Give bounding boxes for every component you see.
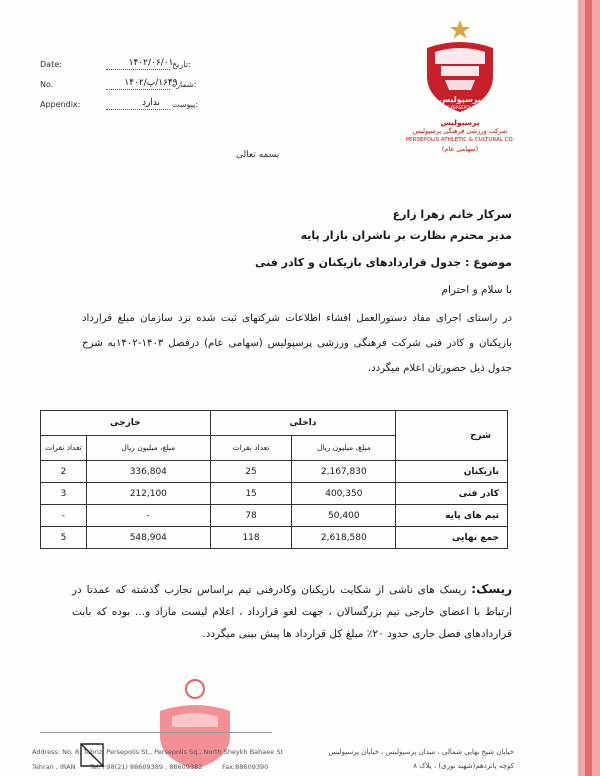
domestic-group-header: داخلی — [210, 411, 396, 436]
club-crest-icon — [405, 18, 515, 114]
table-row-total: جمع نهایی 2,618,580 118 548,904 5 — [41, 527, 508, 549]
table-row: تیم های پایه 50,400 78 - - — [41, 505, 508, 527]
body-paragraph: در راستای اجرای مفاد دستورالعمل افشاء اطلاعات شرکتهای ثبت شده نزد سازمان مبلغ قرارداد بازیکنان و کادر فنی شرکت فرهنگی ورزشی پرسپولیس (سهامی عام) درفصل ۱۴۰۳-۱۴۰۲به شرح جدول ذیل حضورتان اعلام میگردد. — [82, 313, 512, 374]
footer-address-en: Address: No. 8, Tabriz, Persepolis St., Persepolis Sq., North Sheykh Bahaee St — [32, 748, 284, 756]
foreign-group-header: خارجی — [41, 411, 211, 436]
date-field: Date: ۱۴۰۲/۰۶/۰۱ تاریخ: — [40, 58, 191, 69]
table-row: کادر فنی 400,350 15 212,100 3 — [41, 483, 508, 505]
footer-address-fa-2: کوچه پانزدهم(شهید نوری) ، پلاک ۸ — [413, 762, 514, 770]
domestic-count-header: تعداد نفرات — [210, 436, 292, 461]
risk-paragraph — [72, 578, 512, 645]
appendix-field: Appendix: ندارد پیوست: — [40, 98, 199, 109]
risk-label: ریسک: — [471, 582, 512, 596]
foreign-amount-header: مبلغ، میلیون ریال — [86, 436, 210, 461]
svg-text:FC PERSEPOLIS: FC PERSEPOLIS — [444, 105, 476, 110]
domestic-amount-header: مبلغ، میلیون ریال — [292, 436, 396, 461]
table-header-row — [41, 411, 508, 436]
subject-line: موضوع : جدول قراردادهای بازیکنان و کادر فنی — [255, 256, 512, 269]
foreign-count-header: تعداد نفرات — [41, 436, 87, 461]
footer-address-fa: خیابان شیخ بهایی شمالی ، میدان پرسپولیس ، خیابان پرسپولیس — [328, 748, 514, 756]
bismillah: بسمه تعالی — [236, 150, 280, 160]
addressee-title: مدیر محترم نظارت بر ناشران بازار پایه — [300, 229, 512, 242]
contracts-table — [40, 410, 508, 549]
right-decorative-stripe — [585, 0, 592, 776]
persepolis-logo: پرسپولیس FC PERSEPOLIS پرسپولیس شرکت ورزشی فرهنگی پرسپولیس PERSEPOLIS ATHLETIC & CULTURAL CO. (سهامی عام) — [405, 18, 515, 158]
footer-divider — [40, 732, 272, 733]
col-description-header: شرح — [396, 411, 508, 461]
footer-city: Tehran , IRAN — [32, 763, 76, 771]
risk-text: ریسک های ناشی از شکایت بازیکنان وکادرفنی تیم براساس تجارب گذشته که عمدتا در ارتباط با اعضای خارجی تیم بزرگسالان ، جهت لغو قرارداد ، اعلام لیست مازاد و... بوده که بابت قراردادهای فصل جاری حدود ۲۰٪ مبلغ کل قرارداد ها پیش بینی میگردد. — [72, 584, 512, 640]
footer-phone: Tel:+98(21) 88609389 , 88609382 — [90, 763, 203, 771]
footer-fax: Fax:88609390 — [222, 763, 269, 771]
handwritten-mark-icon — [78, 740, 108, 770]
table-row: بازیکنان 2,167,830 25 336,804 2 — [41, 461, 508, 483]
svg-text:پرسپولیس: پرسپولیس — [439, 95, 481, 104]
greeting: با سلام و احترام — [441, 284, 512, 296]
addressee-name: سرکار خانم زهرا زارع — [392, 208, 512, 221]
number-field: No. ۱۶۴۹/پ/۱۴۰۲ شماره: — [40, 78, 197, 89]
